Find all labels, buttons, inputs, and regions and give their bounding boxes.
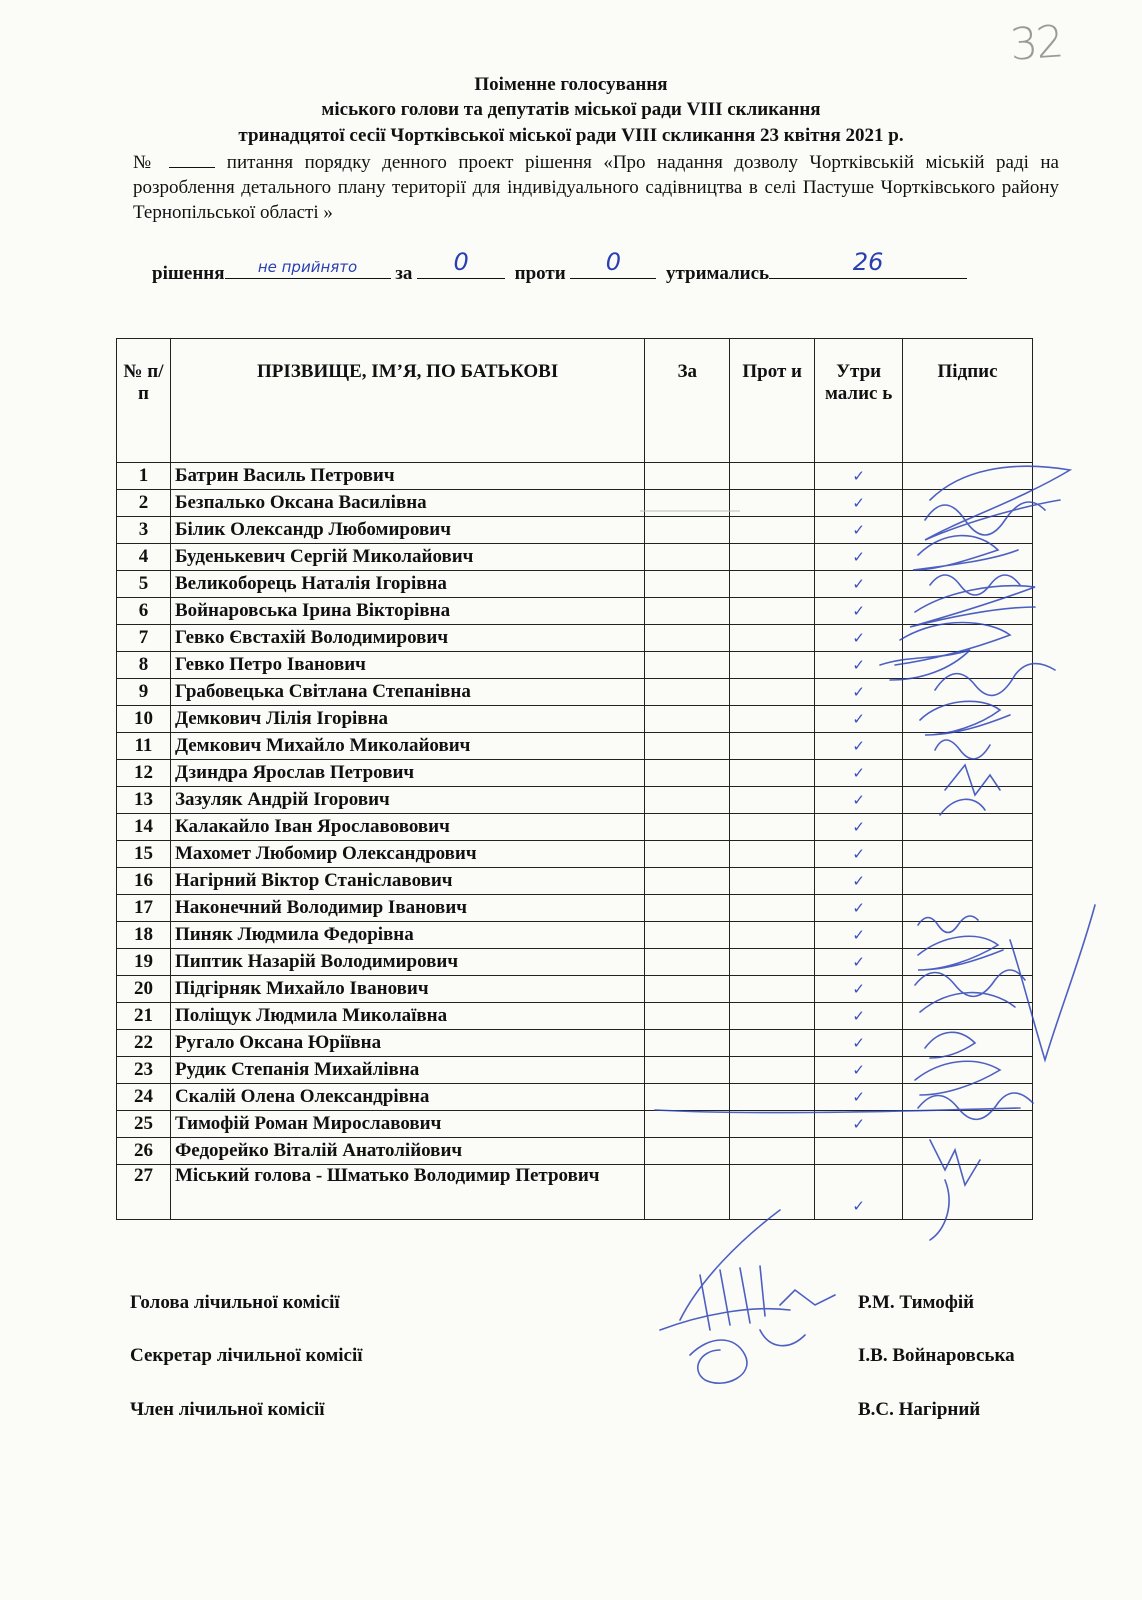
abstained-handwritten: 26 xyxy=(852,248,884,276)
row-against xyxy=(730,976,815,1003)
row-for xyxy=(645,1111,730,1138)
row-signature xyxy=(903,787,1033,814)
row-for xyxy=(645,841,730,868)
row-abstained-check: ✓ xyxy=(815,787,903,814)
row-number: 25 xyxy=(117,1111,171,1138)
for-handwritten: 0 xyxy=(453,248,469,276)
table-row xyxy=(117,814,1033,841)
row-number: 26 xyxy=(117,1138,171,1165)
row-number: 19 xyxy=(117,949,171,976)
row-name: Безпалько Оксана Василівна xyxy=(170,490,644,517)
footer-role: Голова лічильної комісії xyxy=(130,1292,340,1313)
row-number: 22 xyxy=(117,1030,171,1057)
row-abstained-check: ✓ xyxy=(815,517,903,544)
table-row xyxy=(117,1003,1033,1030)
row-signature xyxy=(903,490,1033,517)
table-row xyxy=(117,598,1033,625)
row-number: 12 xyxy=(117,760,171,787)
table-row xyxy=(117,1165,1033,1220)
row-name: Підгірняк Михайло Іванович xyxy=(170,976,644,1003)
row-name: Пиптик Назарій Володимирович xyxy=(170,949,644,976)
row-abstained-check: ✓ xyxy=(815,544,903,571)
row-signature xyxy=(903,1111,1033,1138)
table-row xyxy=(117,1030,1033,1057)
row-against xyxy=(730,1030,815,1057)
row-name: Ругало Оксана Юріївна xyxy=(170,1030,644,1057)
row-abstained-check: ✓ xyxy=(815,598,903,625)
row-abstained-check: ✓ xyxy=(815,463,903,490)
row-for xyxy=(645,544,730,571)
table-row xyxy=(117,895,1033,922)
row-name: Міський голова - Шматько Володимир Петрович xyxy=(170,1165,644,1220)
table-row xyxy=(117,976,1033,1003)
against-handwritten: 0 xyxy=(605,248,622,276)
row-number: 20 xyxy=(117,976,171,1003)
row-abstained-check: ✓ xyxy=(815,1084,903,1111)
row-name: Грабовецька Світлана Степанівна xyxy=(170,679,644,706)
row-abstained-check: ✓ xyxy=(815,976,903,1003)
session-line: тринадцятої сесії Чортківської міської ради VIII скликання 23 квітня 2021 р. xyxy=(238,125,904,146)
row-abstained-check: ✓ xyxy=(815,1030,903,1057)
row-for xyxy=(645,463,730,490)
row-number: 27 xyxy=(117,1165,171,1220)
row-against xyxy=(730,706,815,733)
table-row xyxy=(117,544,1033,571)
row-name: Поліщук Людмила Миколаївна xyxy=(170,1003,644,1030)
row-number: 14 xyxy=(117,814,171,841)
row-for xyxy=(645,760,730,787)
row-name: Рудик Степанія Михайлівна xyxy=(170,1057,644,1084)
table-row xyxy=(117,1057,1033,1084)
decision-handwritten: не прийнято xyxy=(257,258,358,276)
row-number: 4 xyxy=(117,544,171,571)
table-row xyxy=(117,517,1033,544)
row-number: 8 xyxy=(117,652,171,679)
table-row xyxy=(117,490,1033,517)
row-name: Демкович Лілія Ігорівна xyxy=(170,706,644,733)
row-against xyxy=(730,949,815,976)
roll-call-table xyxy=(116,338,1033,1220)
row-signature xyxy=(903,868,1033,895)
row-for xyxy=(645,1138,730,1165)
row-signature xyxy=(903,1138,1033,1165)
row-abstained-check: ✓ xyxy=(815,895,903,922)
footer-person: І.В. Войнаровська xyxy=(858,1345,1015,1366)
row-for xyxy=(645,517,730,544)
row-number: 5 xyxy=(117,571,171,598)
row-name: Дзиндра Ярослав Петрович xyxy=(170,760,644,787)
row-name: Калакайло Іван Ярославовович xyxy=(170,814,644,841)
decision-field xyxy=(225,258,391,279)
table-row xyxy=(117,652,1033,679)
row-against xyxy=(730,625,815,652)
table-row xyxy=(117,1138,1033,1165)
row-against xyxy=(730,787,815,814)
row-number: 6 xyxy=(117,598,171,625)
row-abstained-check: ✓ xyxy=(815,679,903,706)
row-for xyxy=(645,598,730,625)
row-abstained-check: ✓ xyxy=(815,1003,903,1030)
row-for xyxy=(645,814,730,841)
header-number: № п/п xyxy=(117,339,171,463)
row-number: 1 xyxy=(117,463,171,490)
agenda-number-blank xyxy=(169,153,215,168)
row-for xyxy=(645,733,730,760)
row-name: Нагірний Віктор Станіславович xyxy=(170,868,644,895)
row-signature xyxy=(903,652,1033,679)
row-abstained-check: ✓ xyxy=(815,490,903,517)
table-row xyxy=(117,733,1033,760)
row-number: 13 xyxy=(117,787,171,814)
row-for xyxy=(645,706,730,733)
handwritten-page-number: 32 xyxy=(1008,16,1064,71)
row-against xyxy=(730,652,815,679)
row-signature xyxy=(903,976,1033,1003)
row-number: 11 xyxy=(117,733,171,760)
row-abstained-check: ✓ xyxy=(815,868,903,895)
row-for xyxy=(645,1057,730,1084)
row-against xyxy=(730,1003,815,1030)
row-for xyxy=(645,1030,730,1057)
row-name: Тимофій Роман Мирославович xyxy=(170,1111,644,1138)
row-number: 10 xyxy=(117,706,171,733)
row-for xyxy=(645,571,730,598)
row-signature xyxy=(903,760,1033,787)
row-name: Буденькевич Сергій Миколайович xyxy=(170,544,644,571)
row-number: 21 xyxy=(117,1003,171,1030)
row-against xyxy=(730,868,815,895)
row-signature xyxy=(903,1084,1033,1111)
row-number: 16 xyxy=(117,868,171,895)
row-name: Зазуляк Андрій Ігорович xyxy=(170,787,644,814)
row-against xyxy=(730,760,815,787)
row-number: 2 xyxy=(117,490,171,517)
row-against xyxy=(730,463,815,490)
agenda-number-label: № xyxy=(133,152,158,173)
table-row xyxy=(117,949,1033,976)
row-against xyxy=(730,1138,815,1165)
table-row xyxy=(117,841,1033,868)
row-abstained-check: ✓ xyxy=(815,706,903,733)
table-row xyxy=(117,787,1033,814)
row-signature xyxy=(903,463,1033,490)
row-for xyxy=(645,895,730,922)
table-row xyxy=(117,679,1033,706)
vote-result-line xyxy=(152,248,967,285)
agenda-text: питання порядку денного проект рішення «Про надання дозволу Чортківській міській раді на розроблення детального плану території для індивідуального садівництва в селі Пастуше Чортківського району Тернопільської області » xyxy=(133,152,1059,223)
row-against xyxy=(730,841,815,868)
row-against xyxy=(730,733,815,760)
row-signature xyxy=(903,922,1033,949)
table-row xyxy=(117,1084,1033,1111)
row-abstained-check: ✓ xyxy=(815,733,903,760)
table-header-row xyxy=(117,339,1033,463)
row-abstained-check: ✓ xyxy=(815,922,903,949)
table-row xyxy=(117,625,1033,652)
for-label: за xyxy=(395,263,413,284)
row-signature xyxy=(903,841,1033,868)
table-row xyxy=(117,1111,1033,1138)
agenda-item xyxy=(133,150,1059,225)
row-name: Федорейко Віталій Анатолійович xyxy=(170,1138,644,1165)
against-field xyxy=(570,248,656,279)
row-for xyxy=(645,922,730,949)
row-abstained-check: ✓ xyxy=(815,571,903,598)
row-number: 23 xyxy=(117,1057,171,1084)
row-against xyxy=(730,1111,815,1138)
table-row xyxy=(117,706,1033,733)
row-name: Гевко Євстахій Володимирович xyxy=(170,625,644,652)
row-number: 24 xyxy=(117,1084,171,1111)
row-signature xyxy=(903,598,1033,625)
header-name: ПРІЗВИЩЕ, ІМ’Я, ПО БАТЬКОВІ xyxy=(170,339,644,463)
document-title: Поіменне голосування xyxy=(474,74,668,95)
row-name: Демкович Михайло Миколайович xyxy=(170,733,644,760)
row-name: Войнаровська Ірина Вікторівна xyxy=(170,598,644,625)
row-number: 9 xyxy=(117,679,171,706)
row-against xyxy=(730,895,815,922)
row-signature xyxy=(903,1057,1033,1084)
table-row xyxy=(117,922,1033,949)
table-row xyxy=(117,868,1033,895)
row-signature xyxy=(903,1030,1033,1057)
row-against xyxy=(730,1084,815,1111)
row-signature xyxy=(903,949,1033,976)
row-abstained-check: ✓ xyxy=(815,760,903,787)
row-signature xyxy=(903,544,1033,571)
abstained-field xyxy=(769,248,967,279)
row-for xyxy=(645,1084,730,1111)
row-number: 17 xyxy=(117,895,171,922)
row-abstained-check: ✓ xyxy=(815,1165,903,1220)
row-against xyxy=(730,598,815,625)
row-signature xyxy=(903,571,1033,598)
for-field xyxy=(417,248,505,279)
row-for xyxy=(645,490,730,517)
row-against xyxy=(730,517,815,544)
row-abstained-check: ✓ xyxy=(815,814,903,841)
row-for xyxy=(645,787,730,814)
row-signature xyxy=(903,814,1033,841)
row-for xyxy=(645,679,730,706)
table-row xyxy=(117,760,1033,787)
footer-person: Р.М. Тимофій xyxy=(858,1292,975,1313)
row-against xyxy=(730,1057,815,1084)
row-name: Наконечний Володимир Іванович xyxy=(170,895,644,922)
row-abstained-check: ✓ xyxy=(815,1111,903,1138)
row-name: Пиняк Людмила Федорівна xyxy=(170,922,644,949)
against-label: проти xyxy=(514,263,566,284)
row-number: 15 xyxy=(117,841,171,868)
header-against: Прот и xyxy=(730,339,815,463)
row-against xyxy=(730,679,815,706)
row-abstained-check: ✓ xyxy=(815,1057,903,1084)
table-row xyxy=(117,463,1033,490)
row-abstained-check: ✓ xyxy=(815,652,903,679)
row-name: Білик Олександр Любомирович xyxy=(170,517,644,544)
row-name: Гевко Петро Іванович xyxy=(170,652,644,679)
row-signature xyxy=(903,706,1033,733)
row-against xyxy=(730,814,815,841)
row-for xyxy=(645,625,730,652)
footer-person: В.С. Нагірний xyxy=(858,1399,981,1420)
row-name: Батрин Василь Петрович xyxy=(170,463,644,490)
table-row xyxy=(117,571,1033,598)
row-for xyxy=(645,868,730,895)
header-for: За xyxy=(645,339,730,463)
row-against xyxy=(730,571,815,598)
footer-role: Член лічильної комісії xyxy=(130,1399,325,1420)
row-against xyxy=(730,490,815,517)
row-signature xyxy=(903,1165,1033,1220)
row-signature xyxy=(903,1003,1033,1030)
row-for xyxy=(645,652,730,679)
row-number: 7 xyxy=(117,625,171,652)
row-number: 18 xyxy=(117,922,171,949)
row-abstained-check: ✓ xyxy=(815,949,903,976)
row-name: Великоборець Наталія Ігорівна xyxy=(170,571,644,598)
row-against xyxy=(730,544,815,571)
row-for xyxy=(645,1003,730,1030)
row-name: Махомет Любомир Олександрович xyxy=(170,841,644,868)
row-signature xyxy=(903,679,1033,706)
row-signature xyxy=(903,733,1033,760)
header-abstained: Утри малис ь xyxy=(815,339,903,463)
decision-label: рішення xyxy=(152,263,225,284)
row-against xyxy=(730,1165,815,1220)
row-signature xyxy=(903,625,1033,652)
row-signature xyxy=(903,517,1033,544)
abstained-label: утримались xyxy=(665,263,770,284)
row-for xyxy=(645,949,730,976)
row-abstained-check xyxy=(815,1138,903,1165)
row-abstained-check: ✓ xyxy=(815,625,903,652)
row-number: 3 xyxy=(117,517,171,544)
row-signature xyxy=(903,895,1033,922)
row-abstained-check: ✓ xyxy=(815,841,903,868)
footer-role: Секретар лічильної комісії xyxy=(130,1345,363,1366)
row-for xyxy=(645,1165,730,1220)
document-subtitle: міського голови та депутатів міської ради VIII скликання xyxy=(321,99,821,120)
row-against xyxy=(730,922,815,949)
header-signature: Підпис xyxy=(903,339,1033,463)
row-name: Скалій Олена Олександрівна xyxy=(170,1084,644,1111)
row-for xyxy=(645,976,730,1003)
